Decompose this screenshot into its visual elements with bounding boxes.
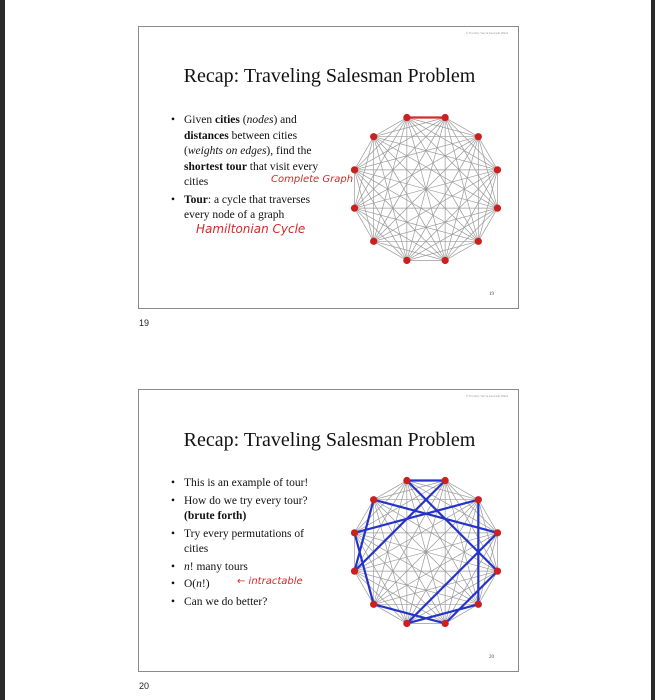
graph-node xyxy=(442,114,449,121)
bullet-text: ( xyxy=(239,114,247,126)
graph-node xyxy=(475,238,482,245)
annotation-complete-graph: Complete Graph xyxy=(271,174,354,185)
graph-node xyxy=(475,133,482,140)
bullet-text: Tour xyxy=(184,193,208,206)
graph-node xyxy=(494,166,501,173)
bullet-text: Try every permutations of cities xyxy=(184,527,304,555)
graph-node xyxy=(403,477,410,484)
bullet-text: ! many tours xyxy=(189,560,248,573)
graph-node xyxy=(403,114,410,121)
annotation-intractable: ← intractable xyxy=(237,576,303,587)
bullet-text: n xyxy=(196,578,202,590)
bullet-text: O( xyxy=(184,578,197,590)
bullet-item xyxy=(171,193,327,224)
graph-node xyxy=(351,166,358,173)
graph-edge xyxy=(355,208,479,241)
graph-edge xyxy=(355,170,407,261)
slide-credit: © Timothy Yan & Kenneth Ward xyxy=(465,394,508,398)
bullet-item xyxy=(171,494,331,525)
slide-19 xyxy=(138,26,519,309)
slide-title: Recap: Traveling Salesman Problem xyxy=(183,65,476,87)
graph-node xyxy=(403,257,410,264)
bullet-text: Can we do better? xyxy=(184,595,268,608)
graph-node xyxy=(370,133,377,140)
bullet-text: !) xyxy=(201,578,210,590)
bullet-text: distances xyxy=(184,129,229,142)
graph-edge xyxy=(374,208,498,241)
graph-node xyxy=(494,568,501,575)
graph-node xyxy=(442,477,449,484)
bullet-list xyxy=(171,113,327,226)
page-side-number: 19 xyxy=(139,318,150,328)
complete-graph-figure xyxy=(349,109,504,269)
bullet-text: between cities ( xyxy=(184,129,298,157)
bullet-text: weights on edges xyxy=(187,145,267,157)
bullet-text: that visit every cities xyxy=(184,160,319,188)
bullet-list xyxy=(171,476,331,612)
bullet-text: ), find the xyxy=(266,145,312,157)
bullet-text: nodes xyxy=(246,114,274,126)
bullet-text: n xyxy=(184,560,190,573)
graph-node xyxy=(494,529,501,536)
graph-node xyxy=(494,205,501,212)
graph-edge xyxy=(374,137,407,261)
bullet-text: cities xyxy=(214,114,240,126)
bullet-item xyxy=(171,560,331,576)
slide-credit: © Timothy Yan & Kenneth Ward xyxy=(465,31,508,35)
graph-node xyxy=(370,496,377,503)
graph-node xyxy=(403,620,410,627)
graph-node xyxy=(351,529,358,536)
tour-graph-figure xyxy=(349,472,504,632)
page-side-number: 20 xyxy=(139,681,150,691)
graph-node xyxy=(370,238,377,245)
bullet-text: ) and xyxy=(273,114,297,126)
bullet-item xyxy=(171,527,331,558)
slide-page-number: 19 xyxy=(489,292,494,297)
graph-edge xyxy=(355,137,479,170)
bullet-text: How do we try every tour? xyxy=(184,494,308,507)
bullet-item xyxy=(171,595,331,611)
graph-node xyxy=(442,620,449,627)
slide-20 xyxy=(138,389,519,672)
bullet-text: shortest tour xyxy=(184,160,247,173)
right-dark-border xyxy=(651,0,655,700)
graph-node xyxy=(442,257,449,264)
graph-node xyxy=(351,568,358,575)
graph-node xyxy=(475,496,482,503)
bullet-text: (brute forth) xyxy=(184,510,247,522)
bullet-text: This is an example of tour! xyxy=(184,477,309,489)
annotation-hamiltonian-cycle: Hamiltonian Cycle xyxy=(196,222,306,236)
graph-node xyxy=(351,205,358,212)
bullet-text: Given xyxy=(184,114,215,126)
slide-title: Recap: Traveling Salesman Problem xyxy=(183,429,476,451)
bullet-text: : a cycle that traverses every node of a graph xyxy=(184,193,311,221)
left-dark-border xyxy=(0,0,5,700)
graph-node xyxy=(475,601,482,608)
slide-page-number: 20 xyxy=(489,655,494,660)
bullet-item xyxy=(171,476,331,492)
graph-edge xyxy=(374,137,498,170)
graph-node xyxy=(370,601,377,608)
